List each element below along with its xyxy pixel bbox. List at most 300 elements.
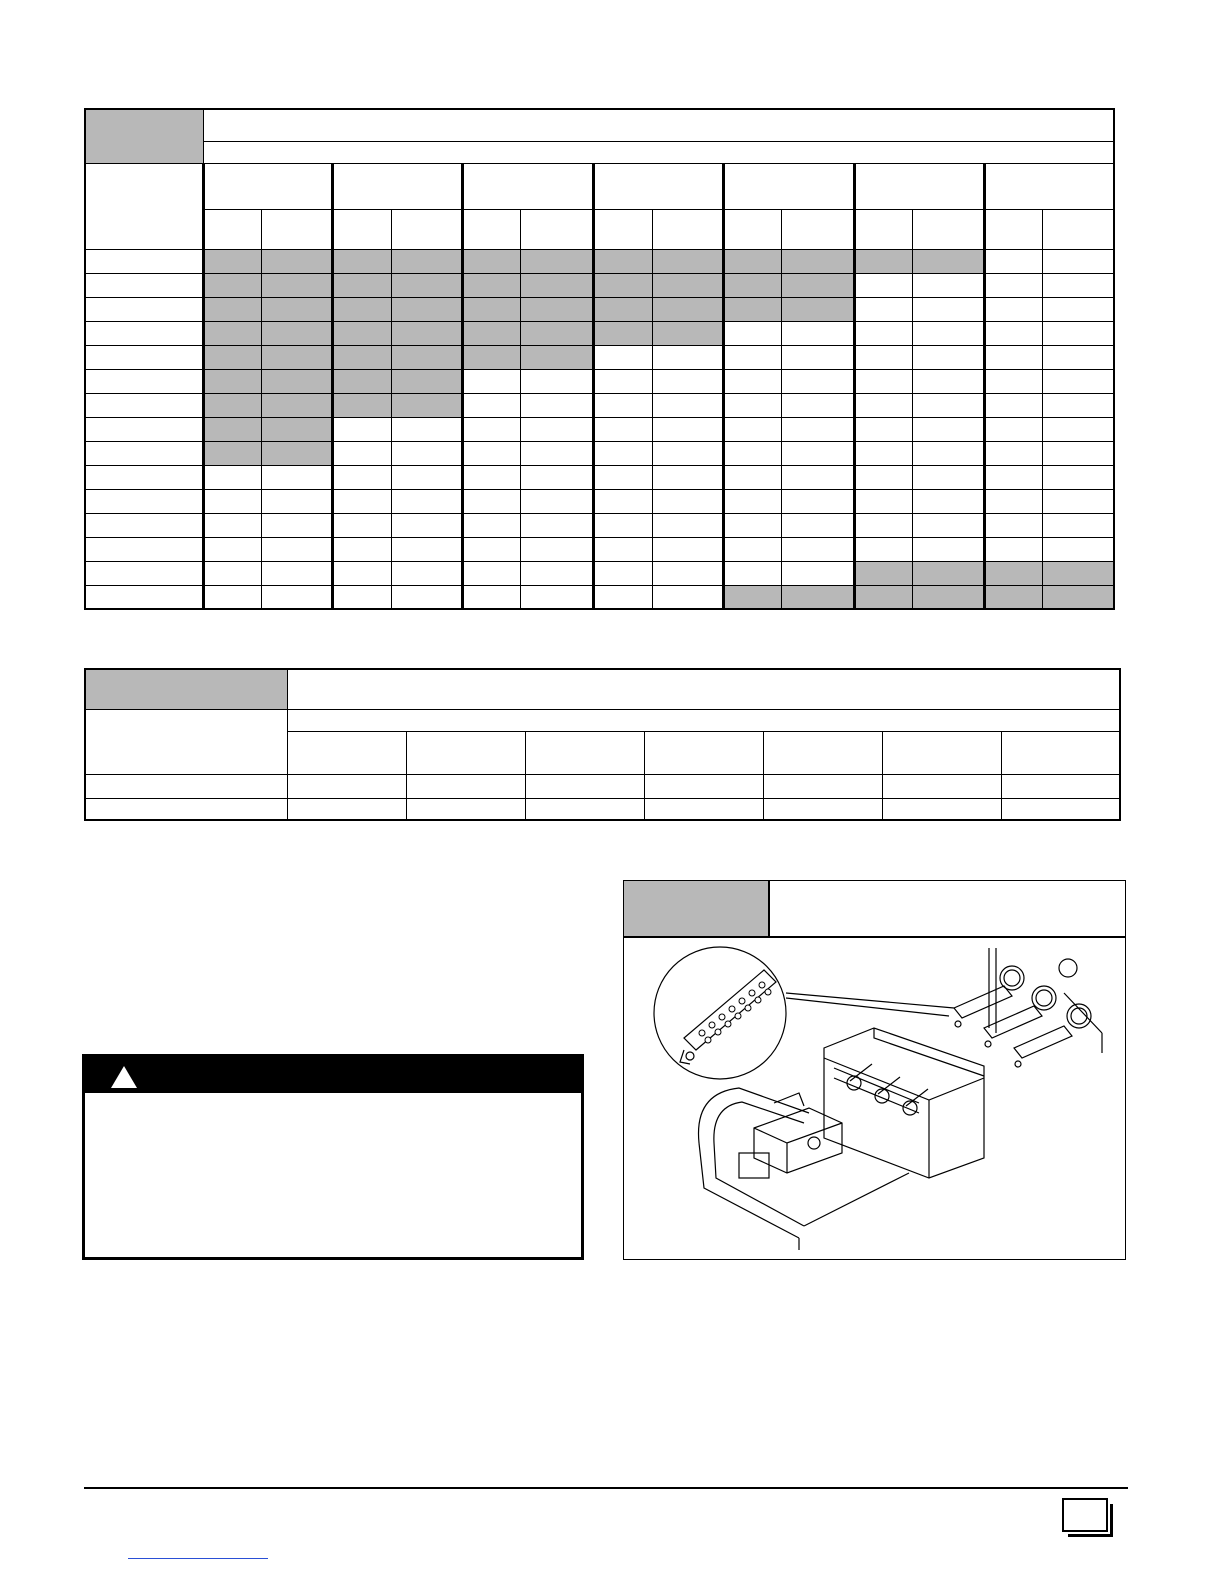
table1-cell (391, 369, 462, 393)
table1-cell (1042, 345, 1114, 369)
table1-cell (913, 489, 984, 513)
table1-cell (203, 489, 261, 513)
table1-row-header-cell (85, 163, 203, 249)
table1-cell (652, 537, 723, 561)
table1-cell (781, 585, 854, 609)
table1-cell (652, 441, 723, 465)
table2-sub-header (287, 709, 1120, 731)
table1-cell (203, 393, 261, 417)
table1-cell (521, 249, 594, 273)
table1-row (85, 465, 1114, 489)
table1-cell (594, 369, 652, 393)
table1-cell (521, 513, 594, 537)
table1-cell (262, 393, 333, 417)
table1-cell (913, 585, 984, 609)
table1-cell (521, 321, 594, 345)
table1-cell (984, 417, 1042, 441)
table1-sub-header (262, 209, 333, 249)
table1-row-label (85, 249, 203, 273)
table2-cell (85, 798, 287, 820)
table1-cell (723, 489, 781, 513)
table1-row-label (85, 273, 203, 297)
table1-cell (855, 393, 913, 417)
table2-cell (406, 774, 525, 798)
table1-cell (652, 297, 723, 321)
table1-cell (984, 489, 1042, 513)
table1-cell (262, 249, 333, 273)
table1-cell (652, 321, 723, 345)
table1-row (85, 537, 1114, 561)
table1-cell (521, 441, 594, 465)
table1-cell (594, 417, 652, 441)
table1-cell (1042, 537, 1114, 561)
table1-cell (203, 585, 261, 609)
table1-cell (203, 561, 261, 585)
table1-sub-header (521, 209, 594, 249)
table1-cell (652, 345, 723, 369)
table1-cell (913, 273, 984, 297)
table1-cell (594, 441, 652, 465)
table1-sub-header (984, 209, 1042, 249)
table1-cell (723, 513, 781, 537)
table1-cell (984, 441, 1042, 465)
table1-cell (462, 297, 520, 321)
table1-cell (1042, 273, 1114, 297)
table1-cell (1042, 393, 1114, 417)
table1-cell (652, 561, 723, 585)
table1-cell (462, 441, 520, 465)
table1-cell (723, 537, 781, 561)
table1-cell (333, 513, 391, 537)
burner-orifice-table (84, 108, 1115, 610)
table1-cell (723, 369, 781, 393)
table1-cell (855, 465, 913, 489)
table1-cell (855, 585, 913, 609)
table1-cell (333, 537, 391, 561)
table1-cell (1042, 585, 1114, 609)
table2-column-header (763, 731, 882, 774)
table2-cell (644, 774, 763, 798)
table1-cell (333, 585, 391, 609)
table1-row-label (85, 417, 203, 441)
table1-cell (913, 393, 984, 417)
table1-cell (521, 489, 594, 513)
table1-cell (913, 345, 984, 369)
figure-label (624, 881, 770, 936)
table2-cell (85, 774, 287, 798)
table1-row (85, 273, 1114, 297)
table1-cell (913, 417, 984, 441)
table1-sub-header (594, 209, 652, 249)
table2-cell (763, 798, 882, 820)
table1-cell (391, 465, 462, 489)
table1-group-header (855, 163, 984, 209)
table1-cell (333, 489, 391, 513)
table2-cell (525, 774, 644, 798)
table1-cell (521, 297, 594, 321)
table1-cell (391, 561, 462, 585)
detail-magnifier-circle (654, 947, 786, 1079)
table1-cell (203, 297, 261, 321)
table1-cell (462, 249, 520, 273)
table1-cell (913, 537, 984, 561)
table1-cell (521, 465, 594, 489)
table1-row-label (85, 345, 203, 369)
table1-cell (462, 345, 520, 369)
table1-cell (462, 489, 520, 513)
table1-cell (594, 297, 652, 321)
table1-cell (984, 321, 1042, 345)
table1-cell (984, 393, 1042, 417)
warning-triangle-icon (111, 1066, 137, 1088)
table1-sub-header (855, 209, 913, 249)
table1-cell (594, 321, 652, 345)
table1-cell (462, 417, 520, 441)
table1-cell (594, 249, 652, 273)
table2-column-header (882, 731, 1001, 774)
table1-row-label (85, 489, 203, 513)
table1-cell (203, 249, 261, 273)
table1-row-label (85, 369, 203, 393)
table1-row-label (85, 537, 203, 561)
table1-cell (203, 345, 261, 369)
table1-cell (781, 273, 854, 297)
table1-cell (333, 273, 391, 297)
table1-cell (262, 465, 333, 489)
link-underline[interactable] (128, 1558, 268, 1559)
table1-cell (781, 369, 854, 393)
table1-row (85, 393, 1114, 417)
table1-cell (462, 537, 520, 561)
table1-cell (391, 345, 462, 369)
table1-cell (984, 465, 1042, 489)
table1-cell (1042, 441, 1114, 465)
table1-cell (855, 249, 913, 273)
table1-cell (913, 513, 984, 537)
table1-group-header (723, 163, 854, 209)
table1-cell (594, 537, 652, 561)
burner-assembly-illustration (624, 938, 1124, 1258)
table1-cell (391, 393, 462, 417)
table1-cell (262, 417, 333, 441)
table2-cell (882, 774, 1001, 798)
table1-cell (652, 417, 723, 441)
table1-cell (855, 561, 913, 585)
table1-cell (391, 417, 462, 441)
table1-row (85, 297, 1114, 321)
table1-group-header (333, 163, 462, 209)
table1-cell (781, 537, 854, 561)
table1-cell (652, 249, 723, 273)
table2-cell (406, 798, 525, 820)
table1-cell (652, 489, 723, 513)
table1-cell (781, 561, 854, 585)
table1-row (85, 249, 1114, 273)
table1-cell (333, 441, 391, 465)
table1-cell (462, 321, 520, 345)
table1-cell (203, 513, 261, 537)
table1-cell (262, 513, 333, 537)
table1-cell (333, 465, 391, 489)
table1-cell (391, 489, 462, 513)
table1-cell (781, 297, 854, 321)
table1-sub-header (203, 209, 261, 249)
table1-cell (723, 273, 781, 297)
table1-cell (781, 441, 854, 465)
table1-cell (391, 585, 462, 609)
table1-cell (1042, 489, 1114, 513)
table1-cell (984, 513, 1042, 537)
table2-cell (287, 798, 406, 820)
table1-cell (855, 321, 913, 345)
table1-cell (855, 537, 913, 561)
table2-column-header (287, 731, 406, 774)
table1-cell (462, 513, 520, 537)
table1-cell (594, 561, 652, 585)
table1-row (85, 561, 1114, 585)
table1-cell (781, 249, 854, 273)
table1-cell (333, 297, 391, 321)
table1-cell (262, 561, 333, 585)
table1-cell (391, 321, 462, 345)
table1-cell (262, 489, 333, 513)
table1-cell (521, 537, 594, 561)
table1-row (85, 345, 1114, 369)
table1-cell (594, 513, 652, 537)
table1-cell (262, 441, 333, 465)
table1-group-header (203, 163, 332, 209)
table1-row (85, 369, 1114, 393)
table1-cell (652, 273, 723, 297)
table1-cell (781, 345, 854, 369)
table1-cell (203, 537, 261, 561)
table1-cell (262, 297, 333, 321)
table1-row (85, 585, 1114, 609)
table1-cell (913, 561, 984, 585)
table1-row (85, 441, 1114, 465)
table1-cell (652, 369, 723, 393)
table1-cell (723, 585, 781, 609)
table1-cell (333, 417, 391, 441)
table2-column-header (644, 731, 763, 774)
table1-cell (913, 321, 984, 345)
table1-cell (203, 465, 261, 489)
table1-cell (723, 465, 781, 489)
table1-cell (462, 561, 520, 585)
table1-cell (781, 513, 854, 537)
page-number-box (1062, 1498, 1108, 1532)
table2-corner-cell (85, 669, 287, 709)
table1-cell (262, 369, 333, 393)
table1-cell (855, 489, 913, 513)
table1-cell (462, 585, 520, 609)
gas-pressure-table (84, 668, 1121, 821)
table1-cell (984, 297, 1042, 321)
table1-cell (333, 393, 391, 417)
table1-cell (1042, 513, 1114, 537)
table1-cell (855, 417, 913, 441)
table1-group-header (984, 163, 1114, 209)
table1-corner-cell (85, 109, 203, 163)
table1-cell (333, 369, 391, 393)
table2-cell (287, 774, 406, 798)
table1-sub-header (652, 209, 723, 249)
table1-cell (391, 441, 462, 465)
table2-cell (763, 774, 882, 798)
table1-cell (462, 393, 520, 417)
table1-cell (521, 561, 594, 585)
table1-cell (594, 489, 652, 513)
table1-cell (391, 249, 462, 273)
table1-cell (391, 273, 462, 297)
table1-cell (984, 537, 1042, 561)
table1-cell (723, 345, 781, 369)
table1-cell (333, 321, 391, 345)
table2-column-header (525, 731, 644, 774)
table1-sub-header (391, 209, 462, 249)
table1-cell (781, 393, 854, 417)
table1-row-label (85, 441, 203, 465)
table1-cell (984, 273, 1042, 297)
table1-cell (984, 585, 1042, 609)
table1-cell (521, 369, 594, 393)
table1-row-label (85, 585, 203, 609)
table1-cell (1042, 561, 1114, 585)
table1-cell (262, 273, 333, 297)
table1-cell (521, 393, 594, 417)
table1-cell (594, 465, 652, 489)
table2-cell (882, 798, 1001, 820)
table1-cell (203, 441, 261, 465)
table1-cell (462, 465, 520, 489)
table1-cell (984, 369, 1042, 393)
table1-cell (913, 249, 984, 273)
table1-row (85, 321, 1114, 345)
table1-cell (855, 441, 913, 465)
table2-row-header-cell (85, 709, 287, 774)
table2-cell (1001, 798, 1120, 820)
table1-cell (723, 249, 781, 273)
table1-title (203, 109, 1114, 141)
table1-cell (203, 321, 261, 345)
table1-cell (1042, 249, 1114, 273)
table1-cell (781, 489, 854, 513)
table1-sub-header (781, 209, 854, 249)
table1-row-label (85, 561, 203, 585)
table1-cell (652, 465, 723, 489)
table1-cell (855, 369, 913, 393)
table1-cell (262, 537, 333, 561)
table1-cell (723, 321, 781, 345)
table1-cell (203, 417, 261, 441)
table1-cell (984, 249, 1042, 273)
table1-cell (203, 273, 261, 297)
table2-cell (644, 798, 763, 820)
table1-cell (723, 393, 781, 417)
table1-cell (1042, 369, 1114, 393)
table1-cell (855, 297, 913, 321)
table1-row-label (85, 513, 203, 537)
table1-cell (333, 345, 391, 369)
table1-sub-header (1042, 209, 1114, 249)
table1-row (85, 417, 1114, 441)
table1-cell (262, 585, 333, 609)
table1-cell (594, 393, 652, 417)
table1-cell (521, 585, 594, 609)
table1-cell (652, 513, 723, 537)
table1-cell (855, 345, 913, 369)
footer-rule (84, 1487, 1128, 1489)
table1-row-label (85, 465, 203, 489)
table1-row-label (85, 297, 203, 321)
table1-cell (262, 321, 333, 345)
table1-cell (594, 345, 652, 369)
warning-box (82, 1054, 584, 1260)
table1-cell (652, 585, 723, 609)
table1-sub-header (333, 209, 391, 249)
table1-group-header (594, 163, 723, 209)
table1-cell (781, 417, 854, 441)
table1-cell (1042, 321, 1114, 345)
table1-cell (462, 369, 520, 393)
table1-cell (521, 417, 594, 441)
table1-cell (984, 561, 1042, 585)
table1-row (85, 489, 1114, 513)
table2-title (287, 669, 1120, 709)
table1-row-label (85, 393, 203, 417)
table1-cell (913, 297, 984, 321)
table1-row-label (85, 321, 203, 345)
table1-sub-header (913, 209, 984, 249)
table1-cell (391, 513, 462, 537)
table1-cell (723, 441, 781, 465)
table2-cell (1001, 774, 1120, 798)
table1-cell (855, 273, 913, 297)
table1-cell (391, 297, 462, 321)
table2-cell (525, 798, 644, 820)
table1-cell (913, 465, 984, 489)
table2-column-header (1001, 731, 1120, 774)
warning-header (85, 1057, 581, 1093)
table1-cell (781, 465, 854, 489)
table1-cell (521, 345, 594, 369)
table1-cell (594, 585, 652, 609)
table1-cell (652, 393, 723, 417)
table1-cell (723, 417, 781, 441)
table1-sub-header (723, 209, 781, 249)
table1-cell (262, 345, 333, 369)
table1-cell (984, 345, 1042, 369)
table1-cell (913, 441, 984, 465)
table1-subtitle (203, 141, 1114, 163)
table1-row (85, 513, 1114, 537)
table1-group-header (462, 163, 593, 209)
table1-cell (1042, 417, 1114, 441)
table1-cell (333, 561, 391, 585)
table1-cell (333, 249, 391, 273)
table1-cell (723, 297, 781, 321)
figure-header (624, 881, 1125, 938)
table1-cell (594, 273, 652, 297)
table1-cell (521, 273, 594, 297)
table1-cell (1042, 297, 1114, 321)
table2-column-header (406, 731, 525, 774)
table1-cell (462, 273, 520, 297)
table1-cell (723, 561, 781, 585)
table1-cell (913, 369, 984, 393)
figure-box (623, 880, 1126, 1260)
table1-cell (781, 321, 854, 345)
